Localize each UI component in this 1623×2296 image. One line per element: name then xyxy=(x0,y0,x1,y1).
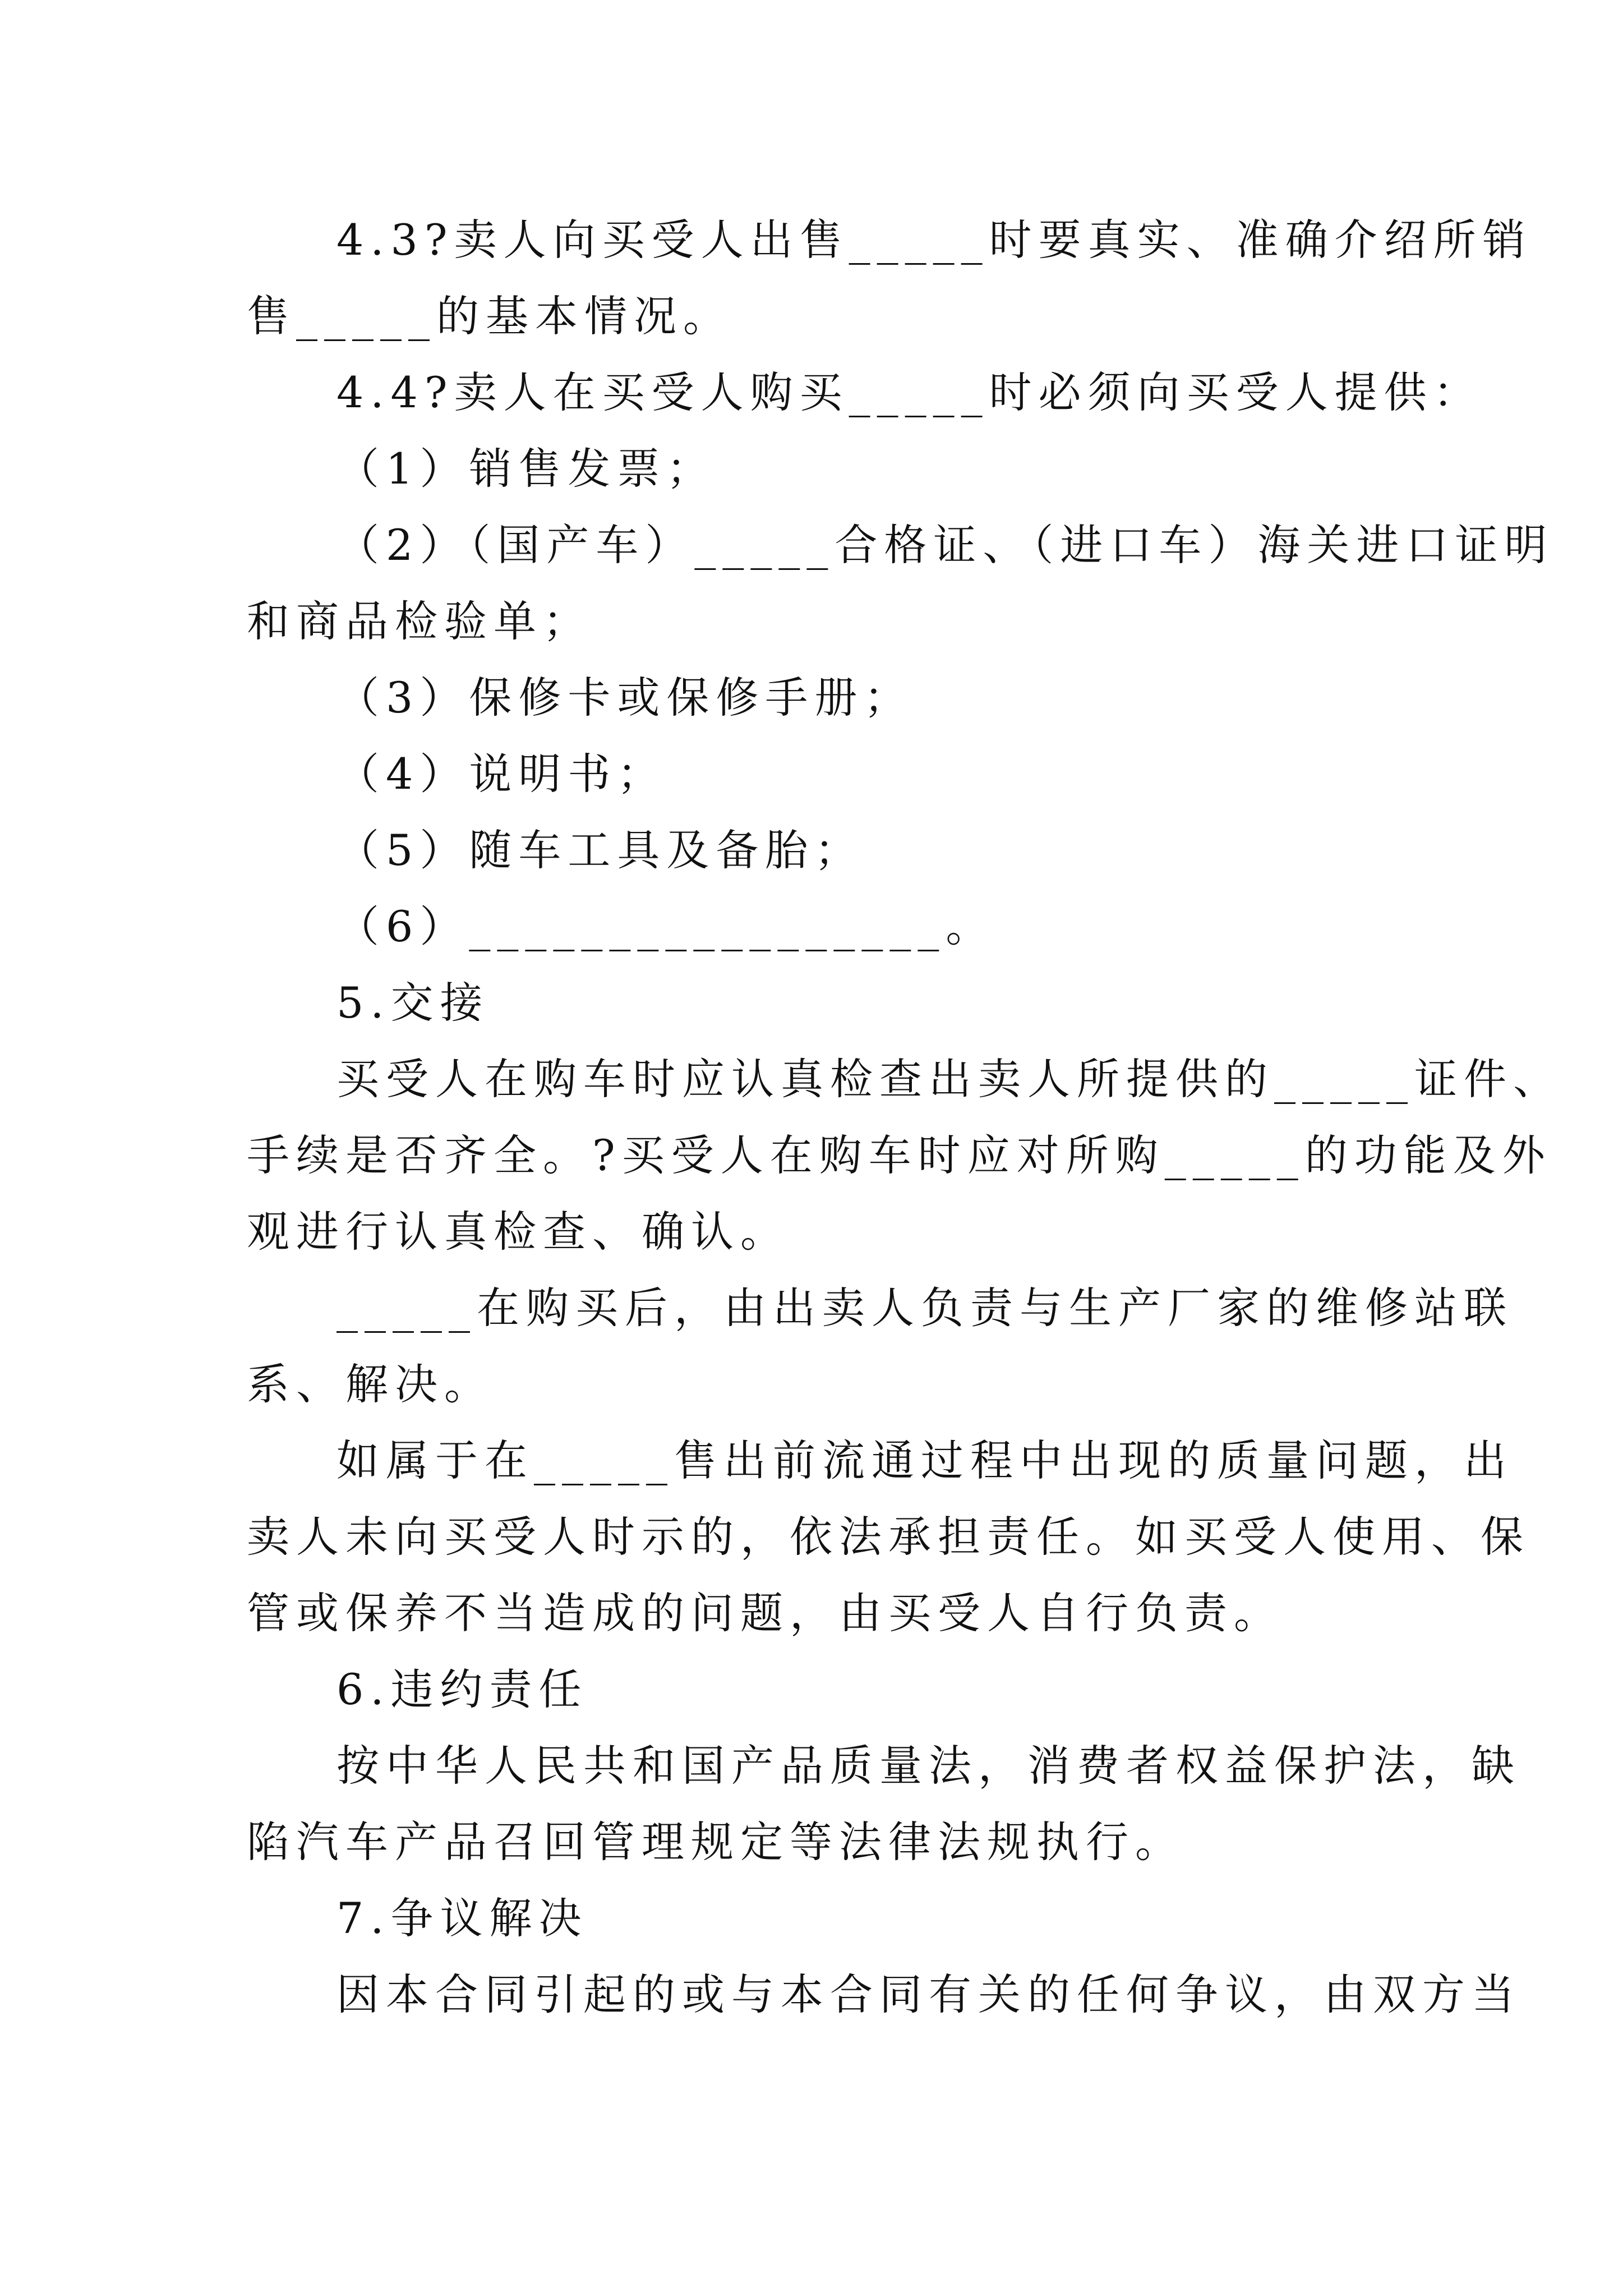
paragraph-line: 4.3?卖人向买受人出售_____时要真实、准确介绍所销 xyxy=(336,215,1532,265)
list-item: （2）（国产车）_____合格证、（进口车）海关进口证明 xyxy=(336,520,1554,570)
paragraph-line: 系、解决。 xyxy=(247,1359,494,1409)
paragraph-line: 和商品检验单； xyxy=(247,596,592,646)
paragraph-line: 管或保养不当造成的问题，由买受人自行负责。 xyxy=(247,1588,1283,1638)
paragraph-line: 卖人未向买受人时示的，依法承担责任。如买受人使用、保 xyxy=(247,1512,1530,1562)
list-item: （5）随车工具及备胎； xyxy=(336,825,864,875)
list-item: （1）销售发票； xyxy=(336,444,716,494)
list-item: （6）_________________。 xyxy=(336,901,995,951)
paragraph-line: 如属于在_____售出前流通过程中出现的质量问题，出 xyxy=(336,1435,1513,1485)
paragraph-line: 售_____的基本情况。 xyxy=(247,291,732,341)
paragraph-line: 观进行认真检查、确认。 xyxy=(247,1207,790,1257)
list-item: （4）说明书； xyxy=(336,749,667,799)
section-heading: 7.争议解决 xyxy=(336,1893,588,1943)
paragraph-line: 按中华人民共和国产品质量法，消费者权益保护法，缺 xyxy=(336,1741,1521,1791)
document-body xyxy=(247,202,1562,2033)
list-item: （3）保修卡或保修手册； xyxy=(336,673,914,723)
section-heading: 6.违约责任 xyxy=(336,1664,588,1714)
paragraph-line: 手续是否齐全。?买受人在购车时应对所购_____的功能及外 xyxy=(247,1130,1552,1180)
paragraph-line: _____在购买后，由出卖人负责与生产厂家的维修站联 xyxy=(336,1283,1513,1333)
paragraph-line: 4.4?卖人在买受人购买_____时必须向买受人提供： xyxy=(336,367,1483,417)
paragraph-line: 买受人在购车时应认真检查出卖人所提供的_____证件、 xyxy=(336,1054,1562,1104)
paragraph-line: 因本合同引起的或与本合同有关的任何争议，由双方当 xyxy=(336,1970,1521,2019)
paragraph-line: 陷汽车产品召回管理规定等法律法规执行。 xyxy=(247,1817,1184,1867)
section-heading: 5.交接 xyxy=(336,978,490,1028)
